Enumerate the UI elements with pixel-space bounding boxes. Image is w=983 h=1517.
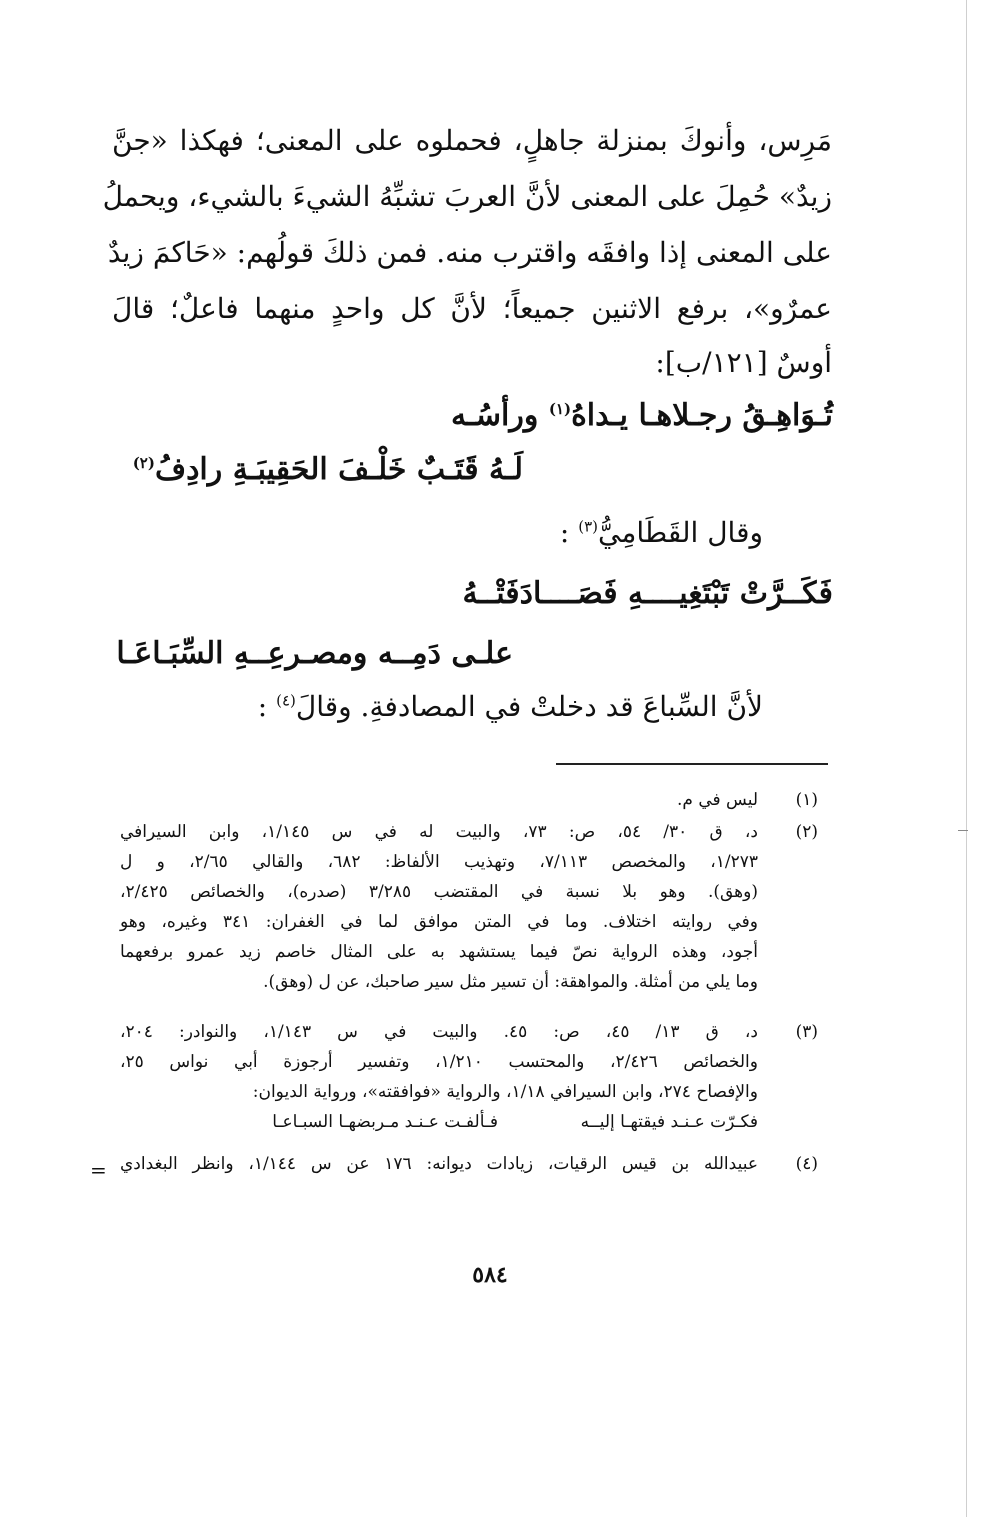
closing-colon: : — [257, 690, 268, 723]
body-line-5: أوسٌ [١٢١/ب]: — [655, 346, 832, 379]
footnote-2-line-5: أجود، وهذه الرواية نصّ فيما يستشهد به على المثال خاصم زيد عمرو برفعهما — [120, 942, 758, 962]
verse1-hemistich-2 — [133, 452, 523, 487]
footnote-2-line-3: (وهق). وهو بلا نسبة في المقتضب ٣/٢٨٥ (صدره)، والخصائص ٢/٤٢٥، — [120, 882, 758, 902]
footnote-4-number: (٤) — [795, 1154, 818, 1174]
footnote-ref-2: (٢) — [132, 454, 155, 472]
closing-line — [258, 690, 763, 723]
verse2-hemistich-2: علـى دَمِــه ومصـرعِــهِ السِّبَـاعَـا — [116, 636, 513, 671]
body-line-1: مَرِس، وأنوكَ بمنزلة جاهلٍ، فحملوه على المعنى؛ فهكذا «جنَّ — [112, 124, 832, 157]
footnote-2-line-1: د، ق ٣٠/ ٥٤، ص: ٧٣، والبيت له في س ١/١٤٥، وابن السيرافي — [120, 822, 758, 842]
verse1-h1-b: ورأسُـه — [451, 398, 539, 433]
page-number: ٥٨٤ — [472, 1262, 508, 1288]
verse1-h2: لَـهُ قَتَـبٌ خَلْـفَ الحَقِيبَـةِ رادِفُ — [154, 452, 523, 487]
footnote-4-line-1: عبيدالله بن قيس الرقيات، زيادات ديوانه: ١٧٦ عن س ١/١٤٤، وانظر البغدادي — [120, 1154, 758, 1174]
footnote-2-line-2: ١/٢٧٣، والمخصص ٧/١١٣، وتهذيب الألفاظ: ٦٨٢، والقالي ٢/٦٥، و ل — [120, 852, 758, 872]
qutami-colon: : — [559, 516, 570, 549]
verse1-hemistich-1 — [451, 398, 833, 433]
verse2-hemistich-1: فَكَــرَّتْ تَبْتَغِيــــهِ فَصَــــادَفَتْــهُ — [462, 576, 833, 611]
footnote-separator — [556, 763, 828, 765]
footnote-3-line-3: والإفصاح ٢٧٤، وابن السيرافي ١/١٨، والرواية «فوافقته»، ورواية الديوان: — [252, 1082, 758, 1102]
page-edge-line — [966, 0, 967, 1517]
footnote-1-number: (١) — [795, 790, 818, 810]
margin-tick — [958, 830, 968, 831]
body-line-2: زيدٌ» حُمِلَ على المعنى لأنَّ العربَ تشبِّهُ الشيءَ بالشيء، ويحملُ — [102, 180, 832, 213]
footnote-3-verse-a: فكـرّت عـنـد فيقتهـا إليــه — [580, 1112, 758, 1132]
qutami-name: وقال القَطَامِيُّ — [598, 516, 763, 549]
footnote-ref-1: (١) — [548, 400, 572, 418]
footnote-ref-3: (٣) — [578, 517, 598, 536]
footnote-3-number: (٣) — [795, 1022, 818, 1042]
verse1-h1-a: تُـوَاهِـقُ رجـلاهـا يـداهُ — [571, 398, 833, 433]
footnote-ref-4: (٤) — [276, 691, 296, 710]
footnote-1-text: ليس في م. — [676, 790, 758, 810]
footnote-3-line-1: د، ق ١٣/ ٤٥، ص: ٤٥. والبيت في س ١/١٤٣، والنوادر: ٢٠٤، — [120, 1022, 758, 1042]
body-line-3: على المعنى إذا وافقَه واقترب منه. فمن ذلكَ قولُهم: «حَاكمَ زيدٌ — [107, 236, 832, 269]
qutami-intro — [560, 516, 763, 549]
body-line-4: عمرٌو»، برفع الاثنين جميعاً؛ لأنَّ كل واحدٍ منهما فاعلٌ؛ قالَ — [112, 292, 832, 325]
footnote-2-line-4: وفي روايته اختلاف. وما في المتن موافق لما في الغفران: ٣٤١ وغيره، وهو — [120, 912, 758, 932]
footnote-3-line-2: والخصائص ٢/٤٢٦، والمحتسب ١/٢١٠، وتفسير أرجوزة أبي نواس ٢٥، — [120, 1052, 758, 1072]
footnote-2-line-6: وما يلي من أمثلة. والمواهقة: أن تسير مثل سير صاحبك، عن ل (وهق). — [263, 972, 758, 992]
continuation-mark: = — [90, 1158, 107, 1182]
footnote-3-verse-b: فـألفـت عـنـد مـربضهـا السبـاعـا — [272, 1112, 498, 1132]
footnote-2-number: (٢) — [795, 822, 818, 842]
closing-text: لأنَّ السِّباعَ قد دخلتْ في المصادفةِ. وقالَ — [295, 690, 763, 723]
